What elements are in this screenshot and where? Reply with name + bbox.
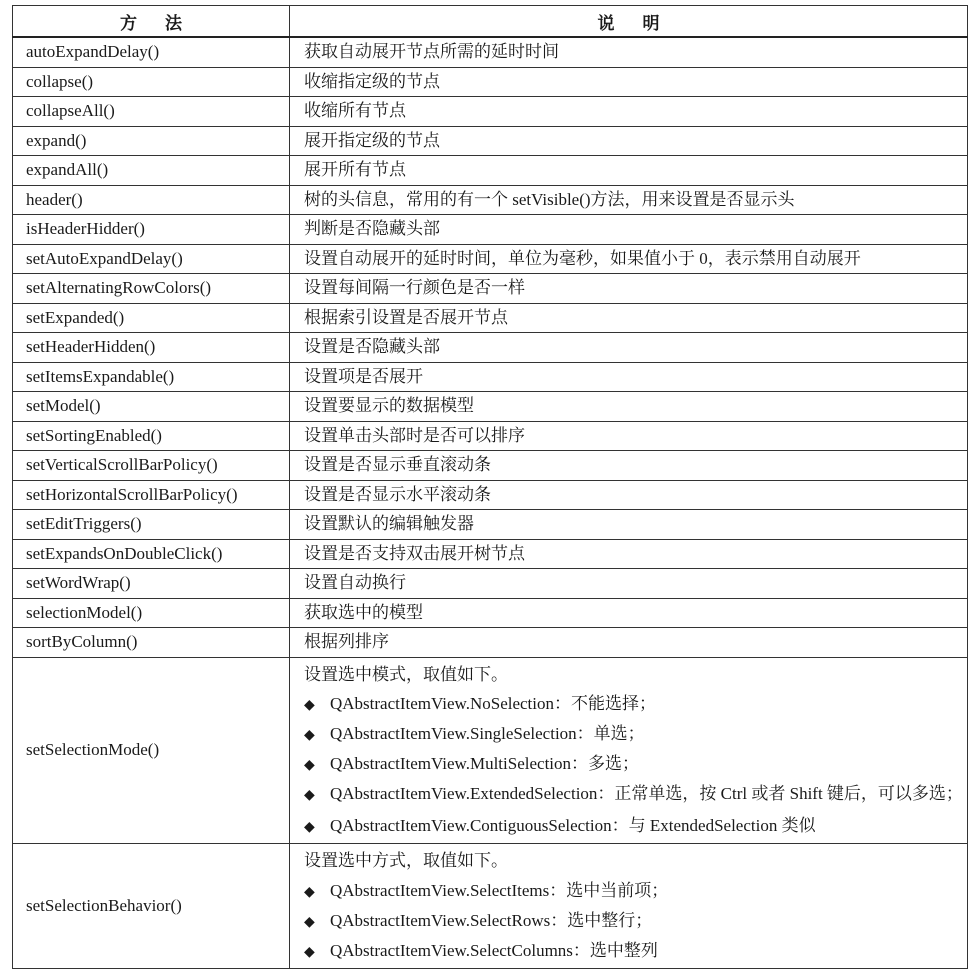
table-row (13, 333, 968, 363)
table-row (13, 451, 968, 481)
bullet-diamond-icon: ◆ (304, 884, 315, 900)
table-row (13, 392, 968, 422)
method-name: setHorizontalScrollBarPolicy() (13, 480, 290, 510)
table-row (13, 97, 968, 127)
table-row (13, 215, 968, 245)
method-name: setEditTriggers() (13, 510, 290, 540)
table-row (13, 37, 968, 67)
method-name: header() (13, 185, 290, 215)
table-row (13, 67, 968, 97)
method-name: selectionModel() (13, 598, 290, 628)
method-table (12, 5, 968, 969)
option-text: QAbstractItemView.ExtendedSelection：正常单选，按 Ctrl 或者 Shift 键后，可以多选； (330, 784, 963, 804)
bullet-diamond-icon: ◆ (304, 820, 315, 836)
method-description: 设置是否显示水平滚动条 (290, 480, 968, 510)
bullet-diamond-icon: ◆ (304, 914, 315, 930)
method-description: 判断是否隐藏头部 (290, 215, 968, 245)
bullet-diamond-icon: ◆ (304, 728, 315, 744)
option-item (304, 936, 967, 966)
method-name: setHeaderHidden() (13, 333, 290, 363)
option-text: QAbstractItemView.SingleSelection：单选； (330, 724, 645, 744)
method-name: setSelectionBehavior() (13, 843, 290, 968)
method-name: collapse() (13, 67, 290, 97)
option-text: QAbstractItemView.SelectRows：选中整行； (330, 910, 653, 930)
bullet-diamond-icon: ◆ (304, 788, 315, 804)
table-row (13, 303, 968, 333)
method-name: setExpanded() (13, 303, 290, 333)
option-item (304, 811, 967, 841)
method-description: 设置自动换行 (290, 569, 968, 599)
description-intro: 设置选中模式，取值如下。 (304, 664, 508, 684)
method-name: collapseAll() (13, 97, 290, 127)
table-row (13, 510, 968, 540)
option-text: QAbstractItemView.MultiSelection：多选； (330, 754, 640, 774)
method-description: 设置项是否展开 (290, 362, 968, 392)
bullet-diamond-icon: ◆ (304, 698, 315, 714)
method-description: 根据索引设置是否展开节点 (290, 303, 968, 333)
header-description: 说明 (290, 6, 968, 38)
table-row-selection-behavior (13, 843, 968, 968)
bullet-diamond-icon: ◆ (304, 758, 315, 774)
method-description: 设置是否支持双击展开树节点 (290, 539, 968, 569)
table-row (13, 421, 968, 451)
option-item (304, 689, 967, 719)
method-description (290, 657, 968, 843)
method-description: 根据列排序 (290, 628, 968, 658)
method-description: 获取选中的模型 (290, 598, 968, 628)
method-name: setSelectionMode() (13, 657, 290, 843)
method-description: 设置自动展开的延时时间，单位为毫秒，如果值小于 0，表示禁用自动展开 (290, 244, 968, 274)
option-item (304, 876, 967, 906)
method-description (290, 843, 968, 968)
method-description: 收缩指定级的节点 (290, 67, 968, 97)
method-description: 展开所有节点 (290, 156, 968, 186)
bullet-diamond-icon: ◆ (304, 944, 315, 960)
method-description: 树的头信息，常用的有一个 setVisible()方法，用来设置是否显示头 (290, 185, 968, 215)
method-description: 展开指定级的节点 (290, 126, 968, 156)
table-row (13, 156, 968, 186)
table-row-selection-mode (13, 657, 968, 843)
method-name: setSortingEnabled() (13, 421, 290, 451)
table-row (13, 569, 968, 599)
method-name: setWordWrap() (13, 569, 290, 599)
method-name: autoExpandDelay() (13, 37, 290, 67)
table-row (13, 628, 968, 658)
method-name: sortByColumn() (13, 628, 290, 658)
method-description: 获取自动展开节点所需的延时时间 (290, 37, 968, 67)
method-description: 设置是否隐藏头部 (290, 333, 968, 363)
method-name: setExpandsOnDoubleClick() (13, 539, 290, 569)
option-text: QAbstractItemView.SelectColumns：选中整列 (330, 940, 658, 960)
method-name: expand() (13, 126, 290, 156)
method-name: expandAll() (13, 156, 290, 186)
table-row (13, 362, 968, 392)
method-description: 收缩所有节点 (290, 97, 968, 127)
table-row (13, 598, 968, 628)
table-body (13, 37, 968, 968)
method-description: 设置是否显示垂直滚动条 (290, 451, 968, 481)
option-text: QAbstractItemView.SelectItems：选中当前项； (330, 880, 669, 900)
method-description: 设置默认的编辑触发器 (290, 510, 968, 540)
table-row (13, 480, 968, 510)
method-name: isHeaderHidder() (13, 215, 290, 245)
table-row (13, 185, 968, 215)
table-row (13, 126, 968, 156)
option-item (304, 779, 967, 811)
method-name: setAutoExpandDelay() (13, 244, 290, 274)
option-item (304, 906, 967, 936)
description-intro: 设置选中方式，取值如下。 (304, 850, 508, 870)
method-description: 设置每间隔一行颜色是否一样 (290, 274, 968, 304)
method-description: 设置要显示的数据模型 (290, 392, 968, 422)
method-name: setVerticalScrollBarPolicy() (13, 451, 290, 481)
table-row (13, 274, 968, 304)
option-item (304, 749, 967, 779)
header-method: 方法 (13, 6, 290, 38)
table-row (13, 539, 968, 569)
method-description: 设置单击头部时是否可以排序 (290, 421, 968, 451)
table-row (13, 244, 968, 274)
method-name: setAlternatingRowColors() (13, 274, 290, 304)
option-text: QAbstractItemView.ContiguousSelection：与 ExtendedSelection 类似 (330, 816, 816, 836)
option-item (304, 719, 967, 749)
method-name: setItemsExpandable() (13, 362, 290, 392)
header-row (13, 6, 968, 38)
method-name: setModel() (13, 392, 290, 422)
option-text: QAbstractItemView.NoSelection：不能选择； (330, 694, 657, 714)
